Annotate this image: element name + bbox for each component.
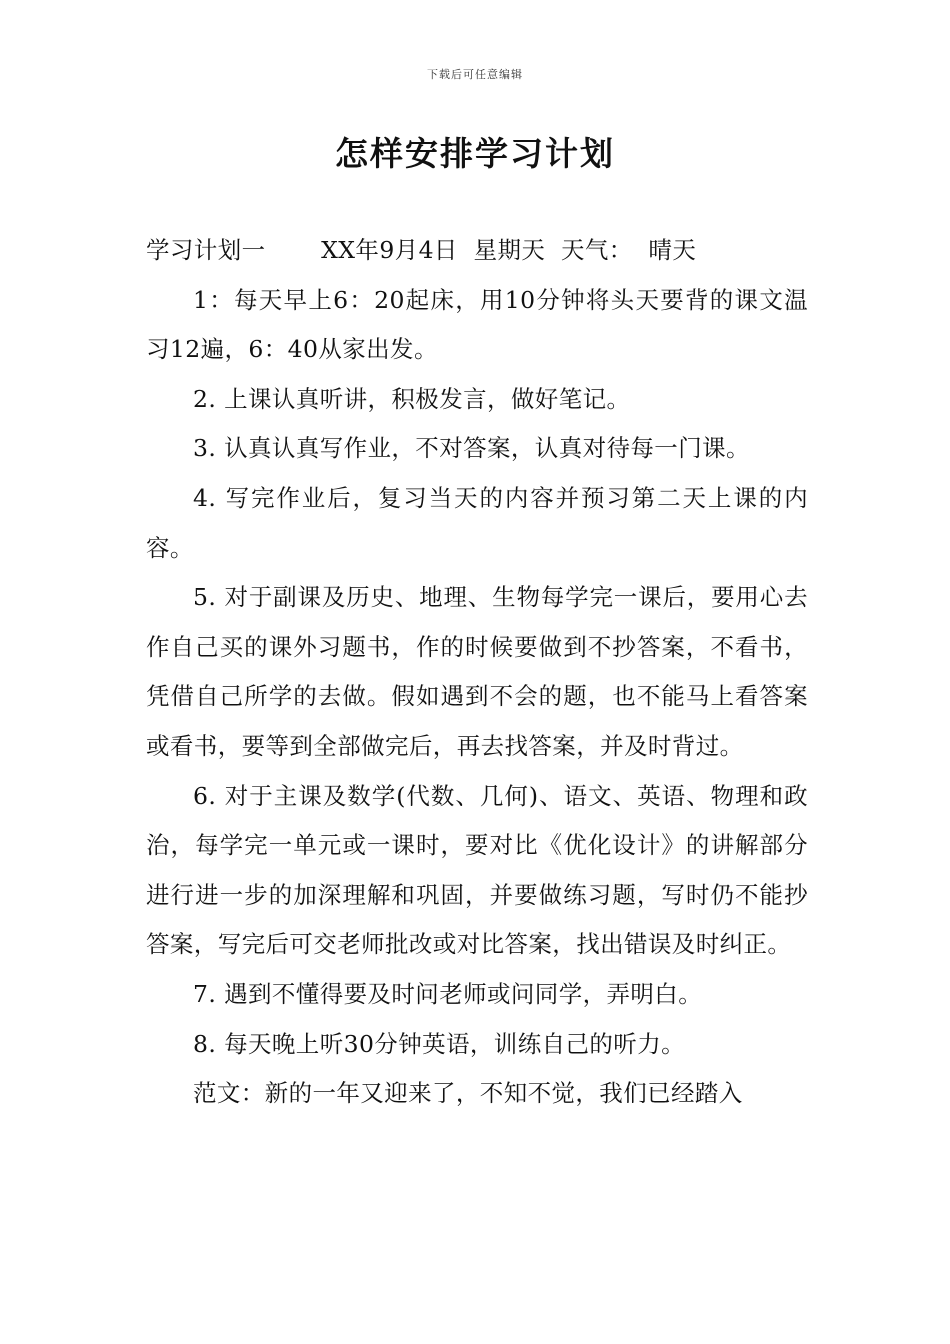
paragraph-7: 7. 遇到不懂得要及时问老师或问同学，弄明白。 (193, 979, 703, 1008)
plan-header-line: 学习计划一 XX年9月4日 星期天 天气： 晴天 (146, 236, 697, 264)
paragraph-4: 4. 写完作业后，复习当天的内容并预习第二天上课的内容。 (146, 483, 808, 562)
page-title: 怎样安排学习计划 (335, 134, 615, 173)
sample-essay-intro: 范文：新的一年又迎来了，不知不觉，我们已经踏入 (193, 1079, 743, 1108)
paragraph-6: 6. 对于主课及数学(代数、几何)、语文、英语、物理和政治，每学完一单元或一课时，要对比《优化设计》的讲解部分进行进一步的加深理解和巩固，并要做练习题，写时仍不能抄答案，写完后可交老师批改或对比答案，找出错误及时纠正。 (146, 781, 808, 959)
paragraph-2: 2. 上课认真听讲，积极发言，做好笔记。 (193, 384, 631, 413)
header-note: 下载后可任意编辑 (427, 68, 523, 81)
paragraph-1: 1：每天早上6：20起床，用10分钟将头天要背的课文温习12遍，6：40从家出发。 (146, 285, 808, 364)
paragraph-3: 3. 认真认真写作业，不对答案，认真对待每一门课。 (193, 434, 750, 463)
paragraph-8: 8. 每天晚上听30分钟英语，训练自己的听力。 (193, 1029, 685, 1058)
document-body (146, 226, 808, 1119)
paragraph-5: 5. 对于副课及历史、地理、生物每学完一课后，要用心去作自己买的课外习题书，作的时候要做到不抄答案，不看书，凭借自己所学的去做。假如遇到不会的题，也不能马上看答案或看书，要等到全部做完后，再去找答案，并及时背过。 (146, 583, 808, 760)
